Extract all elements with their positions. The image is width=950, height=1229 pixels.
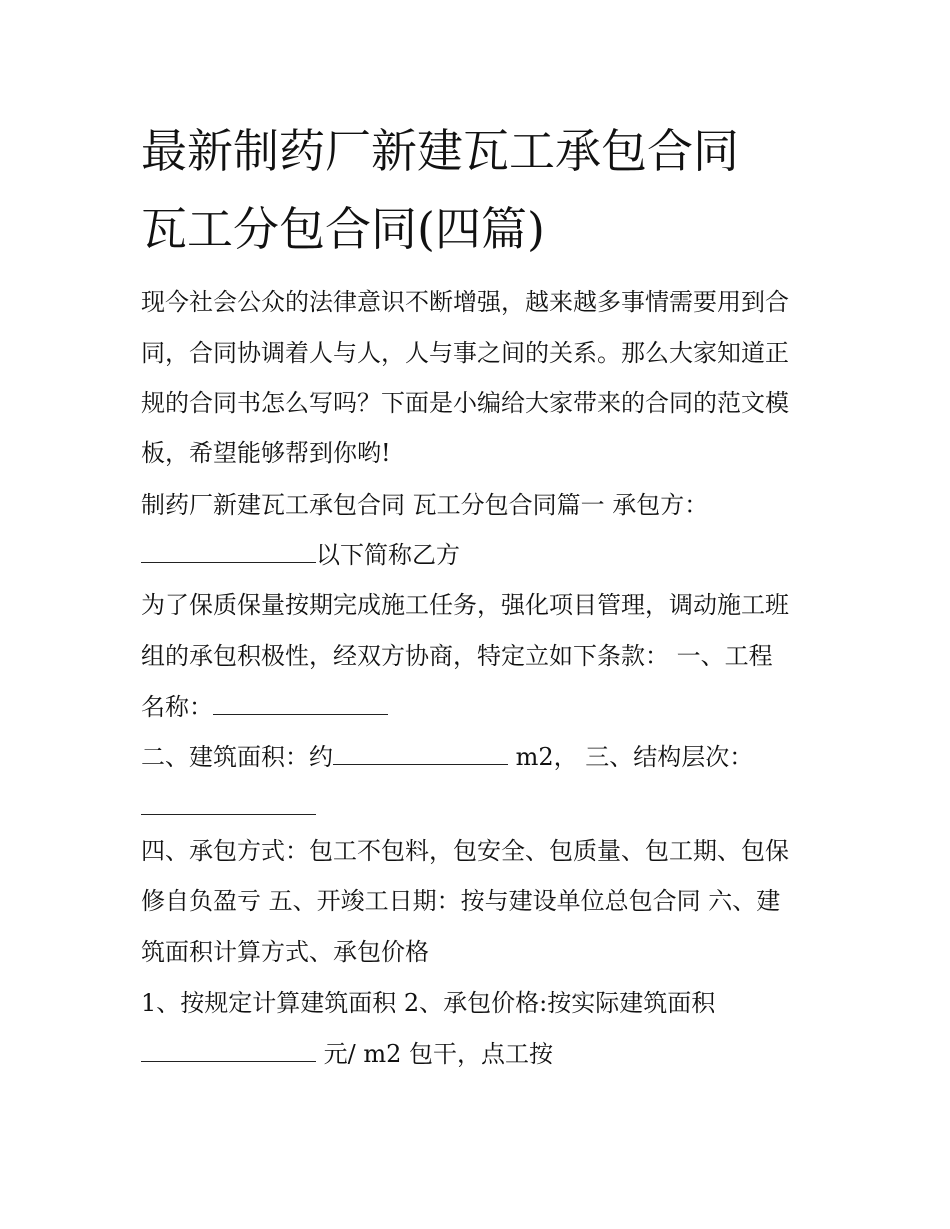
area-line: [141, 742, 753, 772]
purpose-line-2: 组的承包积极性，经双方协商，特定立如下条款： 一、工程: [141, 642, 773, 670]
price-blank: [141, 1041, 316, 1062]
structure-blank: [141, 794, 316, 815]
party-b-line: [141, 540, 460, 570]
structure-blank-line: [141, 792, 316, 822]
intro-line-2: 同，合同协调着人与人，人与事之间的关系。那么大家知道正: [141, 339, 789, 367]
intro-line-3: 规的合同书怎么写吗？下面是小编给大家带来的合同的范文模: [141, 389, 789, 417]
party-b-suffix: 以下简称乙方: [316, 541, 460, 569]
party-b-blank: [141, 542, 316, 563]
project-name-blank: [213, 694, 388, 715]
price-line: 1、按规定计算建筑面积 2、承包价格:按实际建筑面积: [141, 989, 716, 1017]
document-title: [141, 112, 841, 268]
section1-heading: 制药厂新建瓦工承包合同 瓦工分包合同篇一 承包方：: [141, 491, 709, 519]
contract-mode-line-1: 四、承包方式：包工不包料，包安全、包质量、包工期、包保: [141, 837, 789, 865]
area-suffix: m2， 三、结构层次：: [508, 743, 754, 771]
title-line-2: 瓦工分包合同(四篇): [141, 202, 545, 256]
area-prefix: 二、建筑面积：约: [141, 743, 333, 771]
contract-mode-line-3: 筑面积计算方式、承包价格: [141, 938, 429, 966]
project-name-line: [141, 692, 388, 722]
area-blank: [333, 744, 508, 765]
contract-mode-line-2: 修自负盈亏 五、开竣工日期：按与建设单位总包合同 六、建: [141, 887, 781, 915]
intro-line-4: 板，希望能够帮到你哟!: [141, 439, 391, 467]
price-suffix: 元/ m2 包干，点工按: [316, 1040, 553, 1068]
purpose-line-1: 为了保质保量按期完成施工任务，强化项目管理，调动施工班: [141, 591, 789, 619]
price-rate-line: [141, 1039, 553, 1069]
project-name-label: 名称：: [141, 693, 213, 721]
intro-line-1: 现今社会公众的法律意识不断增强，越来越多事情需要用到合: [141, 288, 789, 316]
title-line-1: 最新制药厂新建瓦工承包合同: [141, 124, 739, 178]
